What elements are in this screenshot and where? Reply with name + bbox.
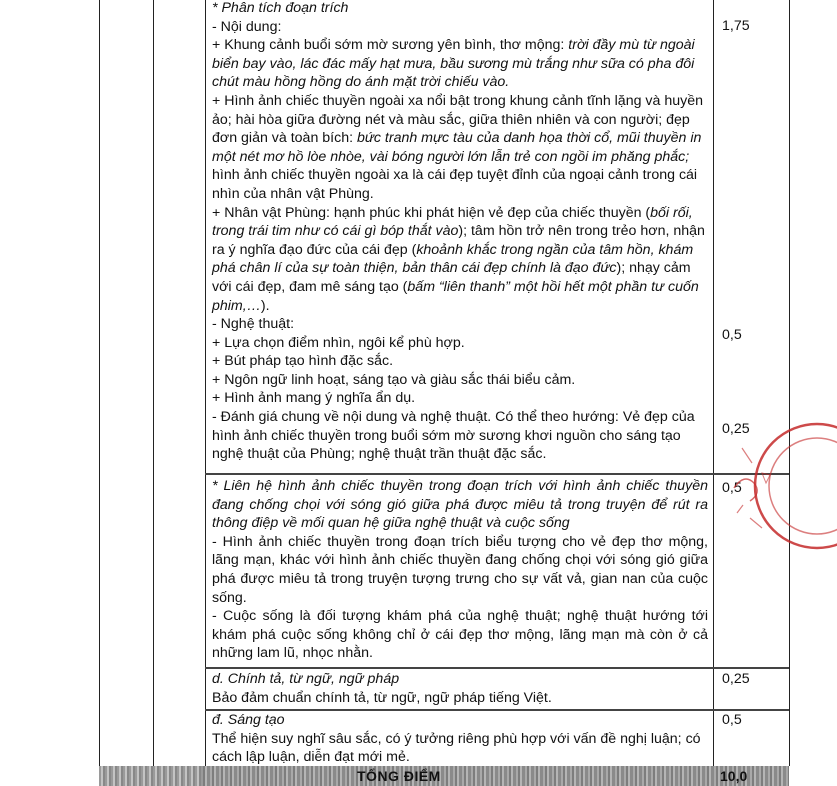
- total-row: [99, 766, 789, 786]
- creativity-heading: đ. Sáng tạo: [212, 712, 285, 728]
- score-evaluation: 0,25: [722, 421, 750, 437]
- stamp-mark-1: [734, 479, 757, 501]
- art-item-1: + Lựa chọn điểm nhìn, ngôi kể phù hợp.: [212, 334, 465, 351]
- connection-point-2: - Cuộc sống là đối tượng khám phá của nghệ thuật; nghệ thuật hướng tới khám phá cuộc sống không chỉ ở cái đẹp thơ mộng, lãng mạn mà còn ở cả những lam lũ, nhọc nhằn.: [212, 608, 708, 662]
- score-content: 1,75: [722, 18, 750, 34]
- spelling-content: [212, 670, 708, 707]
- analysis-content: [212, 0, 708, 464]
- col-line-1: [99, 0, 100, 766]
- col-line-3: [205, 0, 206, 766]
- analysis-heading: * Phân tích đoạn trích: [212, 0, 349, 16]
- spelling-heading: d. Chính tả, từ ngữ, ngữ pháp: [212, 671, 400, 687]
- creativity-content: [212, 711, 708, 767]
- score-spelling: 0,25: [722, 671, 750, 687]
- connection-point-1: - Hình ảnh chiếc thuyền trong đoạn trích biểu tượng cho vẻ đẹp thơ mộng, lãng mạn, khác với hình ảnh chiếc thuyền đang chống chọi với sóng gió giữa phá được miêu tả trong truyện tượng trưng cho sự vất vả, gian nan của cuộc sống.: [212, 533, 708, 606]
- overall-evaluation: - Đánh giá chung về nội dung và nghệ thuật. Có thể theo hướng: Vẻ đẹp của hình ảnh chiếc thuyền trong buổi sớm mờ sương khơi nguồn cho sáng tạo nghệ thuật của Phùng; nghệ thuật trần thuật đặc sắc.: [212, 409, 695, 463]
- spelling-text: Bảo đảm chuẩn chính tả, từ ngữ, ngữ pháp tiếng Việt.: [212, 689, 552, 706]
- content-label: - Nội dung:: [212, 18, 282, 35]
- row-divider-lienhe: [205, 473, 789, 475]
- content-point-1: + Khung cảnh buổi sớm mờ sương yên bình, thơ mộng: trời đầy mù từ ngoài biển bay vào, lác đác mấy hạt mưa, bầu sương mù trắng như sữa có pha đôi chút màu hồng hồng do ánh mặt trời chiếu vào.: [212, 37, 695, 91]
- stamp-inner-ring: [769, 438, 837, 534]
- content-point-2: + Hình ảnh chiếc thuyền ngoài xa nổi bật trong khung cảnh tĩnh lặng và huyền ảo; hài hòa giữa đường nét và màu sắc, giữa thiên nhiên và con người; đẹp đơn giản và toàn bích: bức tranh mực tàu của danh họa thời cổ, mũi thuyền in một nét mơ hồ lòe nhòe, vài bóng người lớn lẫn trẻ con ngồi im phăng phắc; hình ảnh chiếc thuyền ngoài xa là cái đẹp tuyệt đỉnh của ngoại cảnh trong cái nhìn của nhân vật Phùng.: [212, 92, 704, 202]
- art-item-3: + Ngôn ngữ linh hoạt, sáng tạo và giàu sắc thái biểu cảm.: [212, 371, 576, 388]
- art-item-4: + Hình ảnh mang ý nghĩa ẩn dụ.: [212, 390, 416, 407]
- connection-content: [212, 477, 708, 663]
- creativity-text: Thể hiện suy nghĩ sâu sắc, có ý tưởng riêng phù hợp với vấn đề nghị luận; có cách lập luận, diễn đạt mới mẻ.: [212, 730, 701, 766]
- total-row-left-shade: [99, 766, 203, 786]
- art-label: - Nghệ thuật:: [212, 316, 295, 333]
- stamp-mark-2: [737, 448, 762, 528]
- row-divider-chinhta: [205, 667, 789, 669]
- col-line-5: [789, 0, 790, 766]
- total-score: 10,0: [720, 768, 748, 784]
- score-creativity: 0,5: [722, 712, 742, 728]
- col-line-4: [713, 0, 714, 766]
- score-art: 0,5: [722, 327, 742, 343]
- total-label: TỔNG ĐIỂM: [357, 768, 441, 784]
- art-item-2: + Bút pháp tạo hình đặc sắc.: [212, 353, 394, 370]
- content-point-3: + Nhân vật Phùng: hạnh phúc khi phát hiện vẻ đẹp của chiếc thuyền (bối rối, trong trái tim như có cái gì bóp thắt vào); tâm hồn trở nên trong trẻo hơn, nhận ra ý nghĩa đạo đức của cái đẹp (khoảnh khắc trong ngần của tâm hồn, khám phá chân lí của sự toàn thiện, bản thân cái đẹp chính là đạo đức); nhạy cảm với cái đẹp, đam mê sáng tạo (bấm “liên thanh” một hồi hết một phần tư cuốn phim,…).: [212, 204, 705, 314]
- score-connection: 0,5: [722, 480, 742, 496]
- col-line-2: [153, 0, 154, 766]
- connection-heading: * Liên hệ hình ảnh chiếc thuyền trong đoạn trích với hình ảnh chiếc thuyền đang chống chọi với sóng gió giữa phá được miêu tả trong truyện để rút ra thông điệp về mối quan hệ giữa nghệ thuật và cuộc sống: [212, 478, 708, 532]
- red-seal-stamp: [722, 418, 837, 568]
